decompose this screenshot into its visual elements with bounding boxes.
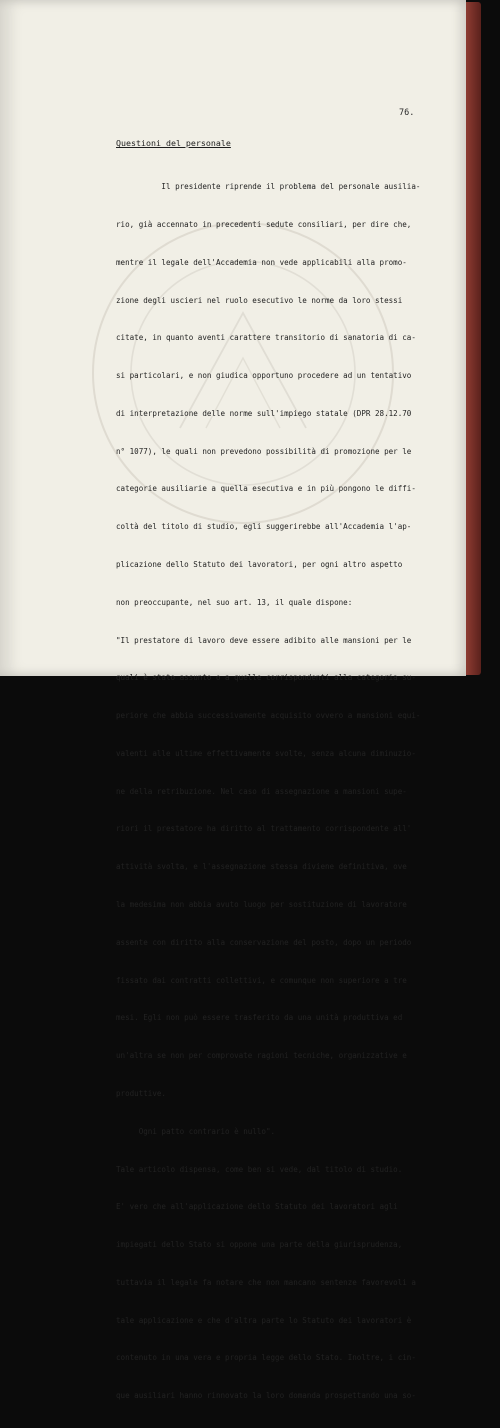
text-line: rio, già accennato in precedenti sedute consiliari, per dire che, (116, 219, 412, 229)
text-line: E' vero che all'applicazione dello Statuto dei lavoratori agli (116, 1202, 398, 1212)
text-line: la medesima non abbia avuto luogo per sostituzione di lavoratore (116, 900, 407, 910)
text-line: plicazione dello Statuto dei lavoratori, per ogni altro aspetto (116, 560, 403, 569)
text-line: periore che abbia successivamente acquisito ovvero a mansioni equi- (116, 711, 421, 721)
text-line: si particolari, e non giudica opportuno procedere ad un tentativo (116, 371, 412, 381)
text-line: ne della retribuzione. Nel caso di assegnazione a mansioni supe- (116, 786, 407, 796)
text-line: mesi. Egli non può essere trasferito da una unità produttiva ed (116, 1013, 403, 1023)
text-line: valenti alle ultime effettivamente svolte, senza alcuna diminuzio- (116, 748, 416, 758)
text-line: attività svolta, e l'assegnazione stessa diviene definitiva, ove (116, 862, 407, 872)
text-line: "Il prestatore di lavoro deve essere adibito alle mansioni per le (116, 635, 412, 645)
text-line: mentre il legale dell'Accademia non vede applicabili alla promo- (116, 257, 407, 267)
text-line: fissato dai contratti collettivi, e comunque non superiore a tre (116, 975, 407, 985)
text-line: Ogni patto contrario è nullo". (116, 1126, 276, 1136)
text-line: un'altra se non per comprovate ragioni tecniche, organizzative e (116, 1051, 407, 1061)
text-line: quali è stato assunto o a quelle corrispondenti alla categoria su- (116, 673, 416, 683)
text-line: citate, in quanto aventi carattere transitorio di sanatoria di ca- (116, 333, 416, 343)
text-line: produttive. (116, 1088, 166, 1098)
text-line: impiegati dello Stato si oppone una parte della giurisprudenza, (116, 1240, 403, 1250)
text-line: Il presidente riprende il problema del personale ausilia- (116, 182, 421, 192)
text-line: zione degli uscieri nel ruolo esecutivo le norme da loro stessi (116, 295, 403, 305)
text-line: assente con diritto alla conservazione del posto, dopo un periodo (116, 937, 412, 947)
text-line: non preoccupante, nel suo art. 13, il quale dispone: (116, 597, 353, 607)
text-line: di interpretazione delle norme sull'impiego statale (DPR 28.12.70 (116, 408, 412, 418)
text-line: que ausiliari hanno rinnovato la loro domanda prospettando una so- (116, 1391, 416, 1401)
text-line: riori il prestatore ha diritto al trattamento corrispondente all' (116, 824, 412, 834)
text-line: coltà del titolo di studio, egli suggerirebbe all'Accademia l'ap- (116, 522, 412, 532)
text-line: tale applicazione e che d'altra parte lo Statuto dei lavoratori è (116, 1315, 412, 1325)
text-line: Tale articolo dispensa, come ben si vede, dal titolo di studio. (116, 1164, 403, 1174)
body-text (116, 156, 434, 1428)
text-line: tuttavia il legale fa notare che non mancano sentenze favorevoli a (116, 1277, 416, 1287)
section-heading: Questioni del personale (116, 138, 231, 148)
text-line: contenuto in una vera e propria legge dello Stato. Inoltre, i cin- (116, 1353, 416, 1363)
text-line: n° 1077), le quali non prevedono possibilità di promozione per le (116, 446, 412, 456)
text-line: categorie ausiliarie a quella esecutiva e in più pongono le diffi- (116, 484, 416, 494)
page-number: 76. (399, 108, 415, 118)
